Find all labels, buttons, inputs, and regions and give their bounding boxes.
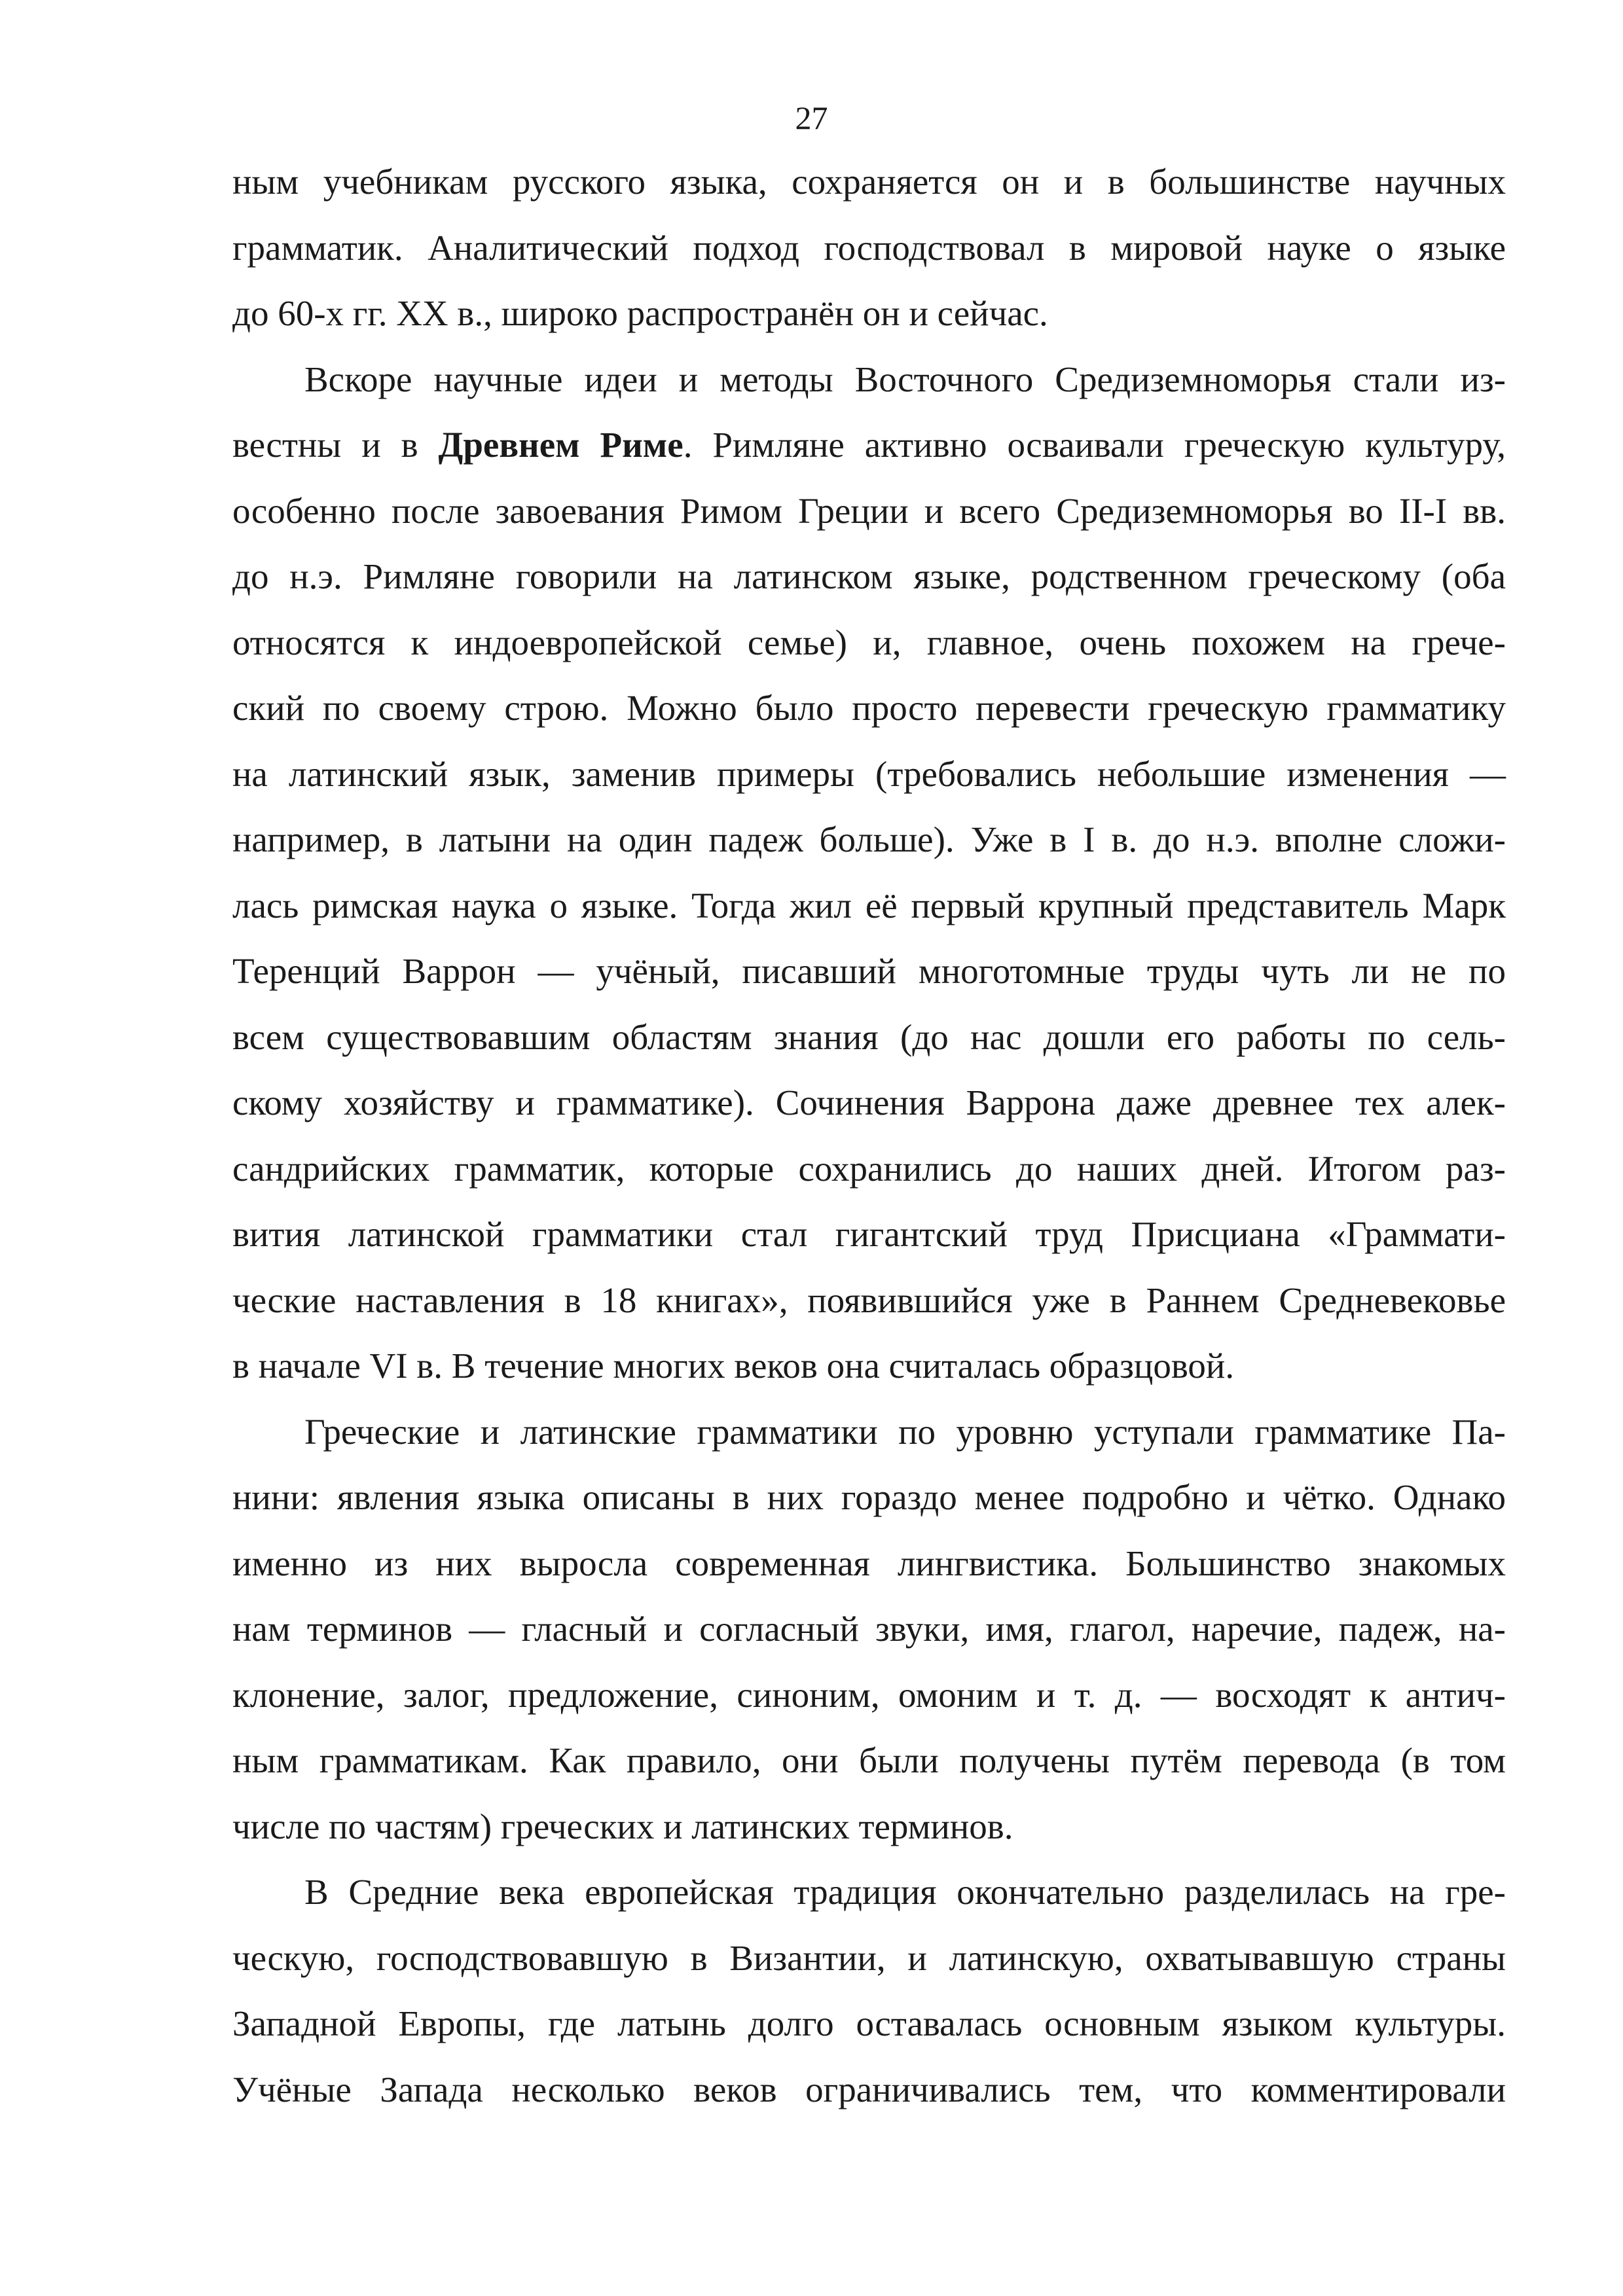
text-line: Теренций Варрон — учёный, писавший многотомные труды чуть ли не по <box>232 951 1506 991</box>
text-line: клонение, залог, предложение, синоним, омоним и т. д. — восходят к антич- <box>232 1674 1506 1715</box>
paragraph-first-line: Вскоре научные идеи и методы Восточного Средиземноморья стали из- <box>304 359 1506 399</box>
text-line: Учёные Запада несколько веков ограничивались тем, что комментировали <box>232 2069 1506 2109</box>
text-line: именно из них выросла современная лингвистика. Большинство знакомых <box>232 1543 1506 1583</box>
text-line: вития латинской грамматики стал гигантский труд Присциана «Граммати- <box>232 1214 1506 1254</box>
text-line: особенно после завоевания Римом Греции и всего Средиземноморья во II-I вв. <box>232 490 1506 531</box>
text-line: Западной Европы, где латынь долго оставалась основным языком культуры. <box>232 2003 1506 2043</box>
text-line: например, в латыни на один падеж больше). Уже в I в. до н.э. вполне сложи- <box>232 819 1506 859</box>
text-line: сандрийских грамматик, которые сохранились до наших дней. Итогом раз- <box>232 1148 1506 1189</box>
bold-term-ancient-rome: Древнем Риме <box>438 425 684 465</box>
text-line: в начале VI в. В течение многих веков она считалась образцовой. <box>232 1346 1235 1386</box>
text-line: всем существовавшим областям знания (до нас дошли его работы по сель- <box>232 1016 1506 1057</box>
text-line: ский по своему строю. Можно было просто перевести греческую грамматику <box>232 688 1506 728</box>
text-line: нини: явления языка описаны в них гораздо менее подробно и чётко. Однако <box>232 1477 1506 1517</box>
page-number: 27 <box>795 99 828 136</box>
text-line: на латинский язык, заменив примеры (требовались небольшие изменения — <box>232 753 1506 794</box>
text-line: грамматик. Аналитический подход господствовал в мировой науке о языке <box>232 227 1506 268</box>
text-line: до 60-х гг. XX в., широко распространён он и сейчас. <box>232 293 1048 333</box>
body-text <box>232 149 1506 2123</box>
text-line: относятся к индоевропейской семье) и, главное, очень похожем на грече- <box>232 622 1506 662</box>
text-line: ческие наставления в 18 книгах», появившийся уже в Раннем Средневековье <box>232 1280 1506 1320</box>
text-line: ным грамматикам. Как правило, они были получены путём перевода (в том <box>232 1740 1506 1780</box>
paragraph-first-line: В Средние века европейская традиция окончательно разделилась на гре- <box>304 1872 1506 1912</box>
text-line: ным учебникам русского языка, сохраняется он и в большинстве научных <box>232 162 1506 202</box>
text-line: нам терминов — гласный и согласный звуки, имя, глагол, наречие, падеж, на- <box>232 1609 1506 1649</box>
text-line: скому хозяйству и грамматике). Сочинения Варрона даже древнее тех алек- <box>232 1083 1506 1122</box>
text-line: до н.э. Римляне говорили на латинском языке, родственном греческому (оба <box>232 556 1506 596</box>
text-line: ческую, господствовавшую в Византии, и латинскую, охватывавшую страны <box>232 1937 1506 1978</box>
paragraph-first-line: Греческие и латинские грамматики по уровню уступали грамматике Па- <box>304 1411 1506 1452</box>
text-line: числе по частям) греческих и латинских терминов. <box>232 1806 1013 1846</box>
text-line: вестны и в Древнем Риме. Римляне активно осваивали греческую культуру, <box>232 425 1506 465</box>
text-line: лась римская наука о языке. Тогда жил её первый крупный представитель Марк <box>232 885 1506 925</box>
